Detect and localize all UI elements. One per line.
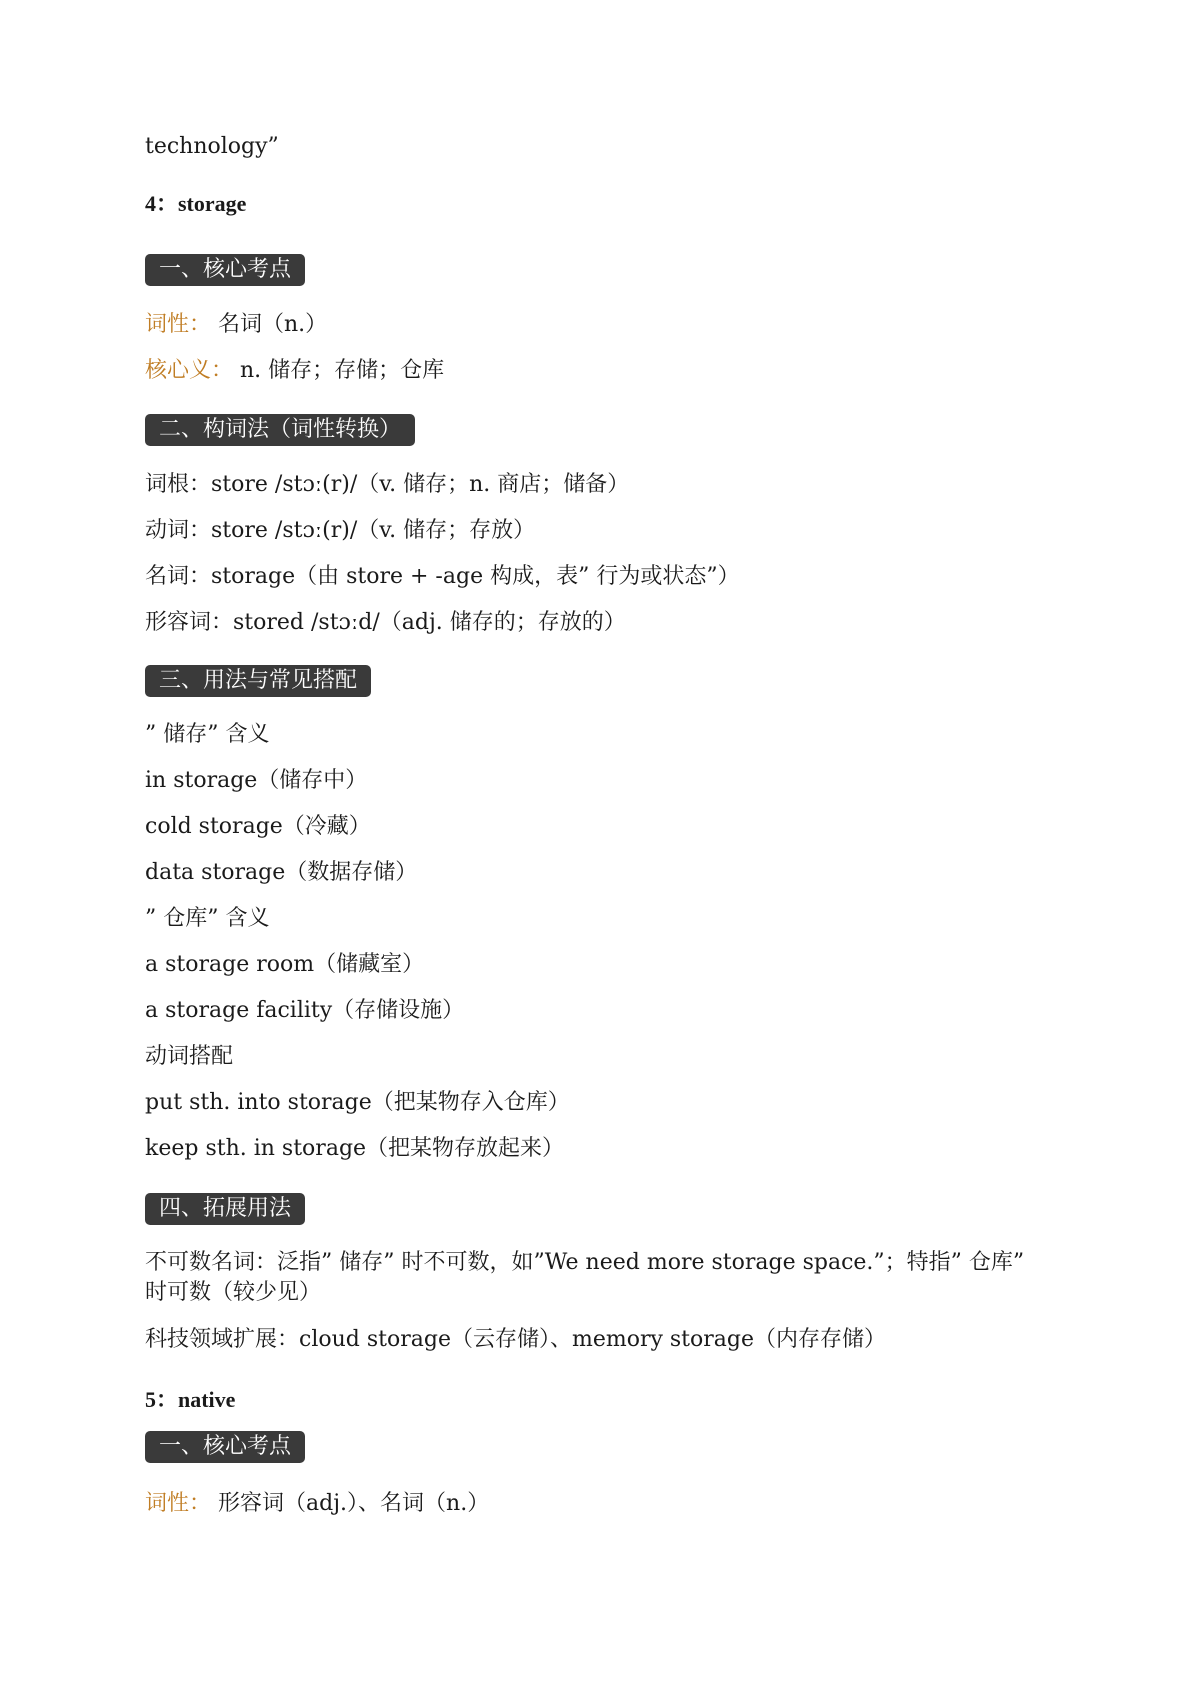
extension-line: 科技领域扩展：cloud storage（云存储）、memory storage（内存存储） bbox=[145, 1327, 886, 1352]
section-tag-formation: 二、构词法（词性转换） bbox=[145, 414, 415, 446]
usage-line: put sth. into storage（把某物存入仓库） bbox=[145, 1090, 570, 1115]
formation-line: 名词：storage（由 store + -age 构成，表” 行为或状态”） bbox=[145, 564, 740, 589]
meaning-line bbox=[145, 356, 444, 386]
section-tag-usage: 三、用法与常见搭配 bbox=[145, 665, 371, 697]
word-heading-storage: 4：storage bbox=[145, 191, 247, 216]
usage-line: a storage room（储藏室） bbox=[145, 952, 425, 977]
word-heading-native: 5：native bbox=[145, 1387, 236, 1412]
usage-line: ” 仓库” 含义 bbox=[145, 906, 270, 931]
usage-line: cold storage（冷藏） bbox=[145, 814, 371, 839]
meaning-label: 核心义： bbox=[145, 358, 234, 383]
pos-value: 形容词（adj.）、名词（n.） bbox=[218, 1491, 490, 1516]
usage-line: 动词搭配 bbox=[145, 1044, 234, 1069]
formation-line: 词根：store /stɔː(r)/（v. 储存；n. 商店；储备） bbox=[145, 472, 630, 497]
section-tag-core: 一、核心考点 bbox=[145, 1431, 305, 1463]
extension-line: 不可数名词：泛指” 储存” 时不可数，如”We need more storage space.”；特指” 仓库” 时可数（较少见） bbox=[145, 1250, 1025, 1305]
pos-value: 名词（n.） bbox=[218, 312, 328, 337]
pos-line bbox=[145, 310, 327, 340]
formation-line: 形容词：stored /stɔːd/（adj. 储存的；存放的） bbox=[145, 610, 626, 635]
pos-label: 词性： bbox=[145, 312, 212, 337]
section-tag-core: 一、核心考点 bbox=[145, 254, 305, 286]
usage-line: keep sth. in storage（把某物存放起来） bbox=[145, 1136, 565, 1161]
meaning-value: n. 储存；存储；仓库 bbox=[240, 358, 445, 383]
text-line: technology” bbox=[145, 134, 279, 159]
pos-label: 词性： bbox=[145, 1491, 212, 1516]
usage-line: ” 储存” 含义 bbox=[145, 722, 270, 747]
usage-line: a storage facility（存储设施） bbox=[145, 998, 465, 1023]
usage-line: data storage（数据存储） bbox=[145, 860, 418, 885]
section-tag-extension: 四、拓展用法 bbox=[145, 1193, 305, 1225]
formation-line: 动词：store /stɔː(r)/（v. 储存；存放） bbox=[145, 518, 536, 543]
pos-line bbox=[145, 1489, 489, 1519]
usage-line: in storage（储存中） bbox=[145, 768, 368, 793]
